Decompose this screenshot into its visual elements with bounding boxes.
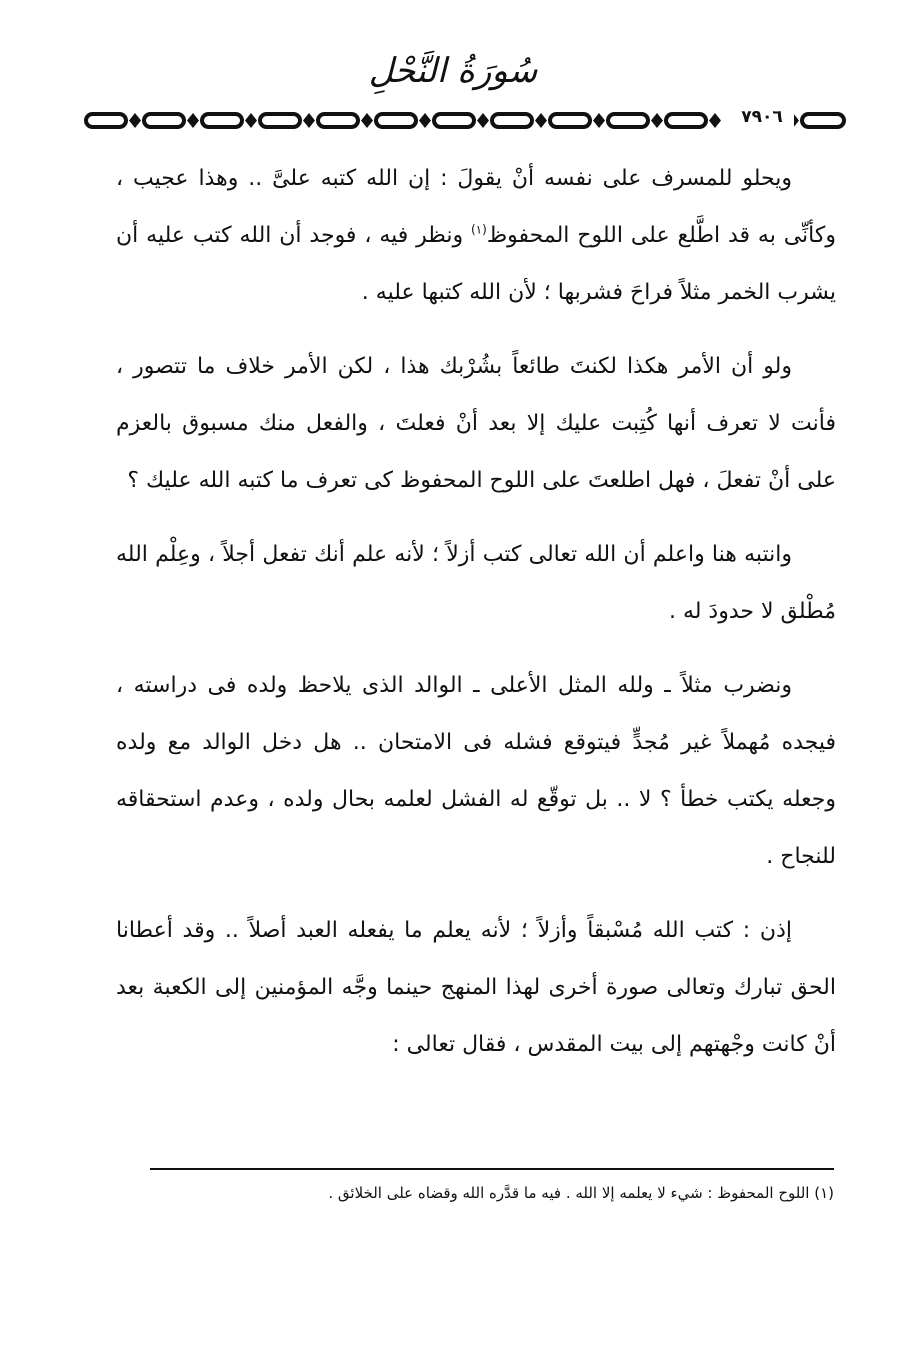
paragraph: ونضرب مثلاً ـ ولله المثل الأعلى ـ الوالد الذى يلاحظ ولده فى دراسته ، فيجده مُهملاً غير مُجدٍّ فيتوقع فشله فى الامتحان .. هل دخل الوالد مع ولده وجعله يكتب خطأ ؟ لا .. بل توقّع له الفشل لعلمه بحال ولده ، وعدم استحقاقه للنجاح . — [116, 673, 836, 869]
paragraph — [116, 150, 836, 321]
footnote-marker: (١) — [470, 222, 487, 237]
paragraph-text: ويحلو للمسرف على نفسه أنْ يقولَ : إن الله كتبه علىَّ .. وهذا عجيب ، وكأنِّى به قد اطَّلع على اللوح المحفوظ — [116, 166, 836, 248]
footnote-divider — [150, 1168, 834, 1170]
footnote: (١) اللوح المحفوظ : شيء لا يعلمه إلا الله . فيه ما قدَّره الله وقضاه على الخلائق . — [328, 1184, 834, 1202]
surah-title: سُورَةُ النَّحْلِ — [368, 51, 538, 91]
paragraph: ولو أن الأمر هكذا لكنتَ طائعاً بشُرْبك هذا ، لكن الأمر خلاف ما تتصور ، فأنت لا تعرف أنها كُتِبت عليك إلا بعد أنْ فعلتَ ، والفعل منك مسبوق بالعزم على أنْ تفعلَ ، فهل اطلعتَ على اللوح المحفوظ كى تعرف ما كتبه الله عليك ؟ — [116, 354, 836, 493]
paragraph: إذن : كتب الله مُسْبقاً وأزلاً ؛ لأنه يعلم ما يفعله العبد أصلاً .. وقد أعطانا الحق تبارك وتعالى صورة أخرى لهذا المنهج حينما وجَّه المؤمنين إلى الكعبة بعد أنْ كانت وجْهتهم إلى بيت المقدس ، فقال تعالى : — [116, 918, 836, 1057]
commentary-body — [116, 150, 836, 1073]
page-number: ٧٩٠٦ — [730, 102, 794, 132]
paragraph-text: ونظر فيه ، فوجد أن الله كتب عليه أن يشرب الخمر مثلاً فراحَ فشربها ؛ لأن الله كتبها عليه . — [116, 223, 836, 305]
paragraph: وانتبه هنا واعلم أن الله تعالى كتب أزلاً ؛ لأنه علم أنك تفعل أجلاً ، وعِلْم الله مُطْلق لا حدودَ له . — [116, 542, 836, 624]
